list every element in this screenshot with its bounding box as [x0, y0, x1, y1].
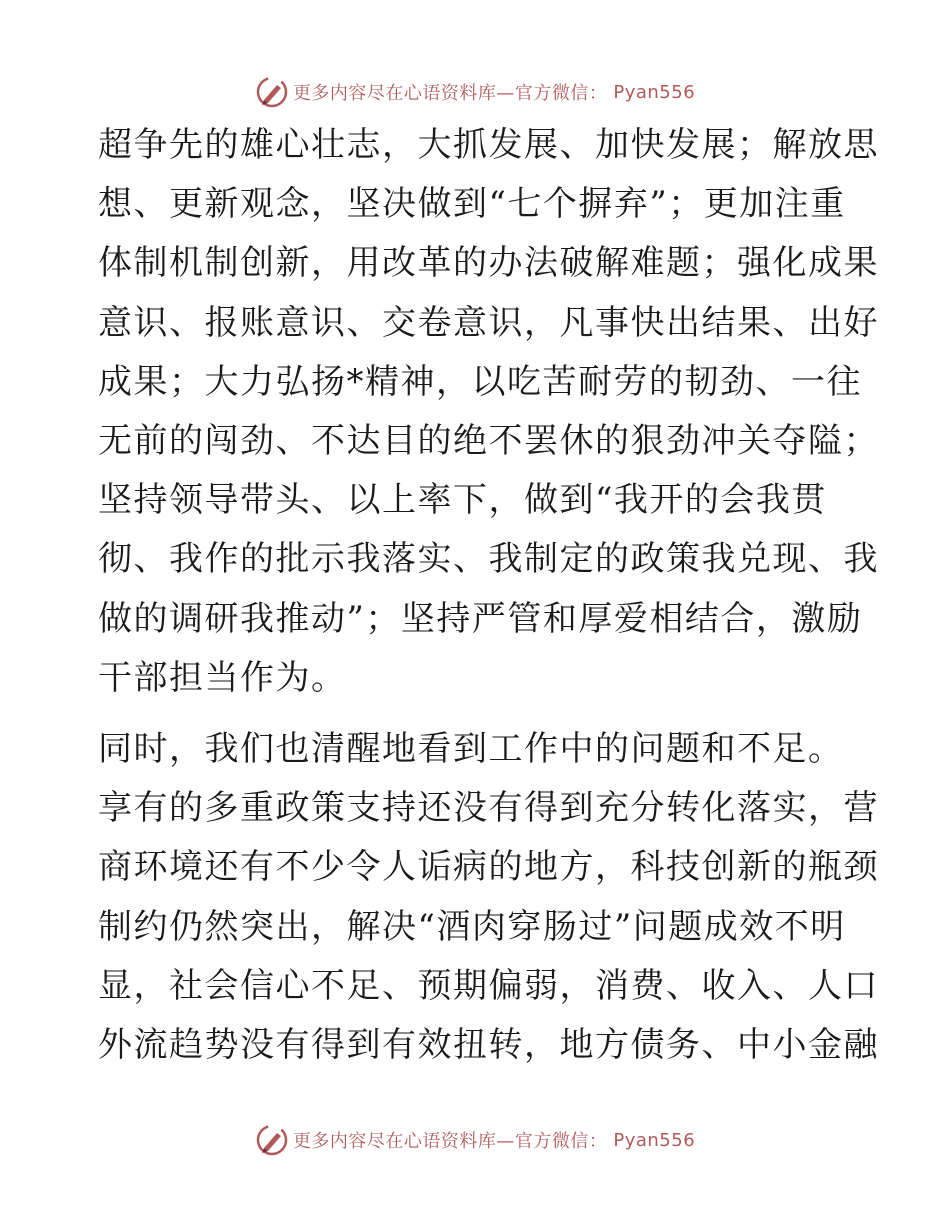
text-line: 外流趋势没有得到有效扭转，地方债务、中小金融 — [98, 1025, 879, 1066]
footer-watermark — [0, 1120, 950, 1160]
watermark-text: 更多内容尽在心语资料库—官方微信： — [292, 83, 608, 104]
text-line: 成果；大力弘扬*精神，以吃苦耐劳的韧劲、一往 — [98, 361, 862, 402]
watermark-wechat-id: Pyan556 — [613, 81, 696, 103]
text-line: 享有的多重政策支持还没有得到充分转化落实，营 — [98, 788, 879, 829]
pen-logo-icon — [255, 1123, 289, 1157]
paragraph-2 — [98, 720, 879, 1075]
text-line: 显，社会信心不足、预期偏弱，消费、收入、人口 — [98, 965, 879, 1006]
watermark-text: 更多内容尽在心语资料库—官方微信： — [292, 1131, 608, 1152]
text-line: 做的调研我推动”；坚持严管和厚爱相结合，激励 — [98, 598, 863, 639]
document-body — [98, 116, 879, 1075]
header-watermark — [0, 72, 950, 112]
text-line: 干部担当作为。 — [98, 657, 347, 698]
text-line: 无前的闯劲、不达目的绝不罢休的狠劲冲关夺隘； — [98, 421, 879, 462]
text-line: 商环境还有不少令人诟病的地方，科技创新的瓶颈 — [98, 847, 879, 888]
text-line: 坚持领导带头、以上率下，做到“我开的会我贯 — [98, 480, 827, 521]
text-line: 体制机制创新，用改革的办法破解难题；强化成果 — [98, 243, 879, 284]
text-line: 彻、我作的批示我落实、我制定的政策我兑现、我 — [98, 539, 879, 580]
text-line: 制约仍然突出，解决“酒肉穿肠过”问题成效不明 — [98, 906, 846, 947]
text-line: 超争先的雄心壮志，大抓发展、加快发展；解放思 — [98, 125, 879, 165]
text-line: 想、更新观念，坚决做到“七个摒弃”；更加注重 — [98, 184, 846, 225]
text-line: 意识、报账意识、交卷意识，凡事快出结果、出好 — [98, 302, 879, 343]
pen-logo-icon — [255, 75, 289, 109]
watermark-wechat-id: Pyan556 — [613, 1129, 696, 1151]
paragraph-1 — [98, 116, 879, 708]
text-line: 同时，我们也清醒地看到工作中的问题和不足。 — [98, 729, 844, 770]
